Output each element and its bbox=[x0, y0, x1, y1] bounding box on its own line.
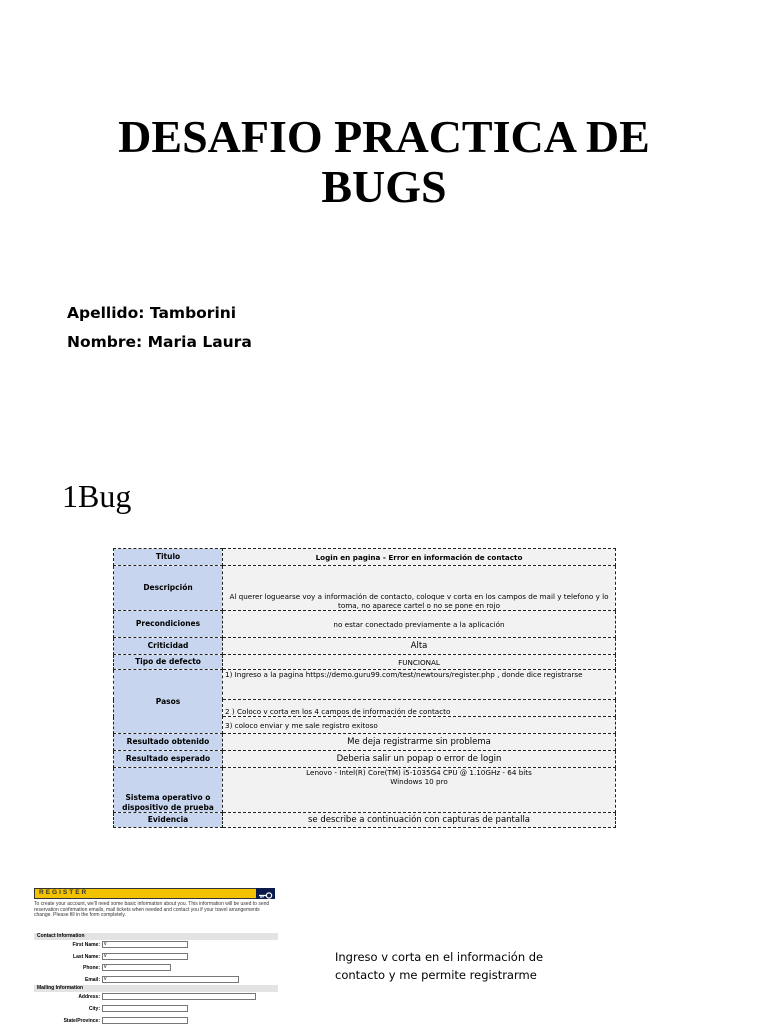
esperado-value: Deberia salir un popap o error de login bbox=[223, 751, 616, 768]
evidencia-label: Evidencia bbox=[114, 813, 223, 828]
city-label: City: bbox=[88, 1006, 100, 1012]
last-name-field[interactable]: v bbox=[102, 953, 188, 960]
pasos-label: Pasos bbox=[114, 670, 223, 734]
city-row bbox=[34, 1005, 278, 1014]
table-row-obtenido bbox=[114, 734, 616, 751]
sistema-value-line1: Lenovo - Intel(R) Core(TM) i5-1035G4 CPU @ 1.10GHz - 64 bits bbox=[306, 768, 532, 777]
table-row-paso1 bbox=[114, 670, 616, 700]
titulo-value: Login en pagina - Error en información de contacto bbox=[223, 549, 616, 566]
sistema-label: Sistema operativo o dispositivo de prueba bbox=[114, 768, 223, 813]
bug-report-table bbox=[113, 548, 616, 828]
table-row-titulo bbox=[114, 549, 616, 566]
nombre-text: Nombre: Maria Laura bbox=[67, 333, 252, 351]
register-intro-text: To create your account, we'll need some basic information about you. This information will be used to send reservation confirmation emails, mail tickets when needed and contact you if your travel arrangements change. Please fill in the form completely. bbox=[34, 901, 270, 919]
screenshot-caption: Ingreso v corta en el información de contacto y me permite registrarme bbox=[335, 950, 544, 982]
key-icon bbox=[256, 888, 275, 899]
criticidad-label: Criticidad bbox=[114, 638, 223, 655]
table-row-criticidad bbox=[114, 638, 616, 655]
precondiciones-value: no estar conectado previamente a la aplicación bbox=[223, 611, 616, 638]
email-field[interactable]: v bbox=[102, 976, 239, 983]
table-row-descripcion bbox=[114, 566, 616, 611]
email-label: Email: bbox=[84, 977, 100, 983]
tipo-label: Tipo de defecto bbox=[114, 655, 223, 670]
table-row-sistema bbox=[114, 768, 616, 813]
sistema-value-line2: Windows 10 pro bbox=[390, 777, 448, 786]
criticidad-value: Alta bbox=[223, 638, 616, 655]
first-name-row bbox=[34, 941, 278, 950]
tipo-value: FUNCIONAL bbox=[223, 655, 616, 670]
register-screenshot bbox=[28, 882, 280, 1024]
register-title: REGISTER bbox=[39, 889, 89, 896]
apellido-text: Apellido: Tamborini bbox=[67, 304, 237, 322]
register-header-bar bbox=[34, 888, 274, 899]
first-name-field[interactable]: v bbox=[102, 941, 188, 948]
first-name-label: First Name: bbox=[72, 942, 100, 948]
phone-label: Phone: bbox=[83, 965, 100, 971]
state-field[interactable] bbox=[102, 1017, 188, 1024]
last-name-row bbox=[34, 953, 278, 962]
address-field[interactable] bbox=[102, 993, 256, 1000]
precondiciones-label: Precondiciones bbox=[114, 611, 223, 638]
bug-heading: 1Bug bbox=[62, 478, 132, 514]
table-row-evidencia bbox=[114, 813, 616, 828]
sistema-value bbox=[223, 768, 616, 813]
descripcion-label: Descripción bbox=[114, 566, 223, 611]
paso2-value: 2 ) Coloco v corta en los 4 campos de información de contacto bbox=[223, 700, 616, 717]
paso1-value: 1) Ingreso a la pagina https://demo.guru99.com/test/newtours/register.php , donde dice registrarse bbox=[223, 670, 616, 700]
address-row bbox=[34, 993, 278, 1002]
evidencia-value: se describe a continuación con capturas de pantalla bbox=[223, 813, 616, 828]
state-label: State/Province: bbox=[63, 1018, 100, 1024]
paso3-value: 3) coloco enviar y me sale registro exitoso bbox=[223, 717, 616, 734]
table-row-esperado bbox=[114, 751, 616, 768]
table-row-tipo bbox=[114, 655, 616, 670]
phone-row bbox=[34, 964, 278, 973]
contact-section-header: Contact Information bbox=[34, 933, 278, 940]
table-row-precondiciones bbox=[114, 611, 616, 638]
state-row bbox=[34, 1017, 278, 1024]
email-row bbox=[34, 976, 278, 985]
titulo-label: Titulo bbox=[114, 549, 223, 566]
page-title-line2: BUGS bbox=[321, 161, 447, 212]
phone-field[interactable]: v bbox=[102, 964, 171, 971]
city-field[interactable] bbox=[102, 1005, 188, 1012]
address-label: Address: bbox=[78, 994, 100, 1000]
page-title bbox=[0, 112, 768, 212]
last-name-label: Last Name: bbox=[73, 954, 100, 960]
esperado-label: Resultado esperado bbox=[114, 751, 223, 768]
obtenido-value: Me deja registrarme sin problema bbox=[223, 734, 616, 751]
obtenido-label: Resultado obtenido bbox=[114, 734, 223, 751]
page-title-line1: DESAFIO PRACTICA DE bbox=[118, 111, 650, 162]
descripcion-value: Al querer loguearse voy a información de contacto, coloque v corta en los campos de mail y telefono y lo toma, no aparece cartel o no se pone en rojo bbox=[223, 566, 616, 611]
mailing-section-header: Mailing Information bbox=[34, 985, 278, 992]
